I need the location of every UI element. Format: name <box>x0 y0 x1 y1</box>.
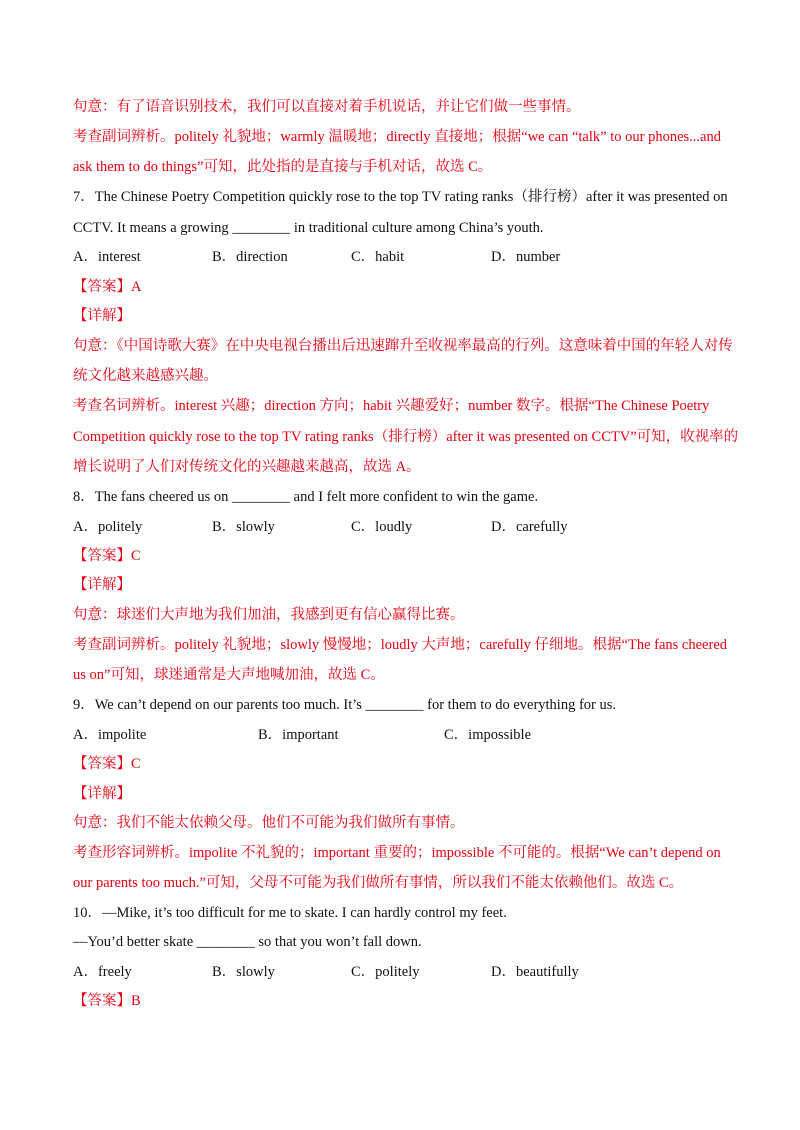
question-10-option-a: A．freely <box>73 964 132 980</box>
question-9-text: 9．We can’t depend on our parents too much. It’s ________ for them to do everything for us. <box>73 697 617 713</box>
question-10-text: —You’d better skate ________ so that you won’t fall down. <box>73 934 422 950</box>
question-10-option-c: C．politely <box>351 964 420 980</box>
question-9-explanation: our parents too much.”可知，父母不可能为我们做所有事情，所以我们不能太依赖他们。故选 C。 <box>73 875 684 891</box>
question-9-answer: 【答案】C <box>73 756 141 772</box>
question-7-explanation: 增长说明了人们对传统文化的兴趣越来越高，故选 A。 <box>73 459 421 475</box>
question-7-answer: 【答案】A <box>73 279 142 295</box>
explanation-line: ask them to do things”可知，此处指的是直接与手机对话，故选 C。 <box>73 159 493 175</box>
question-7-explanation: Competition quickly rose to the top TV rating ranks（排行榜）after it was presented on CCTV”可知，收视率的 <box>73 429 739 445</box>
question-7-detail-heading: 【详解】 <box>73 308 131 324</box>
question-7-option-a: A．interest <box>73 249 141 265</box>
question-8-option-a: A．politely <box>73 519 143 535</box>
question-10-answer: 【答案】B <box>73 993 141 1009</box>
question-9-option-b: B．important <box>258 727 339 743</box>
question-8-answer: 【答案】C <box>73 548 141 564</box>
question-8-detail-heading: 【详解】 <box>73 577 131 593</box>
question-9-detail-heading: 【详解】 <box>73 786 131 802</box>
question-7-option-d: D．number <box>491 249 561 265</box>
question-7-text: CCTV. It means a growing ________ in traditional culture among China’s youth. <box>73 220 544 236</box>
question-7-meaning: 统文化越来越感兴趣。 <box>73 368 218 384</box>
question-7-option-b: B．direction <box>212 249 288 265</box>
question-9-option-c: C．impossible <box>444 727 532 743</box>
question-7-text: 7．The Chinese Poetry Competition quickly rose to the top TV rating ranks（排行榜）after it was presented on <box>73 189 728 205</box>
question-7-explanation: 考查名词辨析。interest 兴趣；direction 方向；habit 兴趣爱好；number 数字。根据“The Chinese Poetry <box>73 398 710 414</box>
question-8-text: 8．The fans cheered us on ________ and I felt more confident to win the game. <box>73 489 539 505</box>
question-8-option-d: D．carefully <box>491 519 568 535</box>
question-8-option-c: C．loudly <box>351 519 413 535</box>
question-8-explanation: us on”可知，球迷通常是大声地喊加油，故选 C。 <box>73 667 385 683</box>
question-7-option-c: C．habit <box>351 249 405 265</box>
question-9-meaning: 句意：我们不能太依赖父母。他们不可能为我们做所有事情。 <box>73 815 465 831</box>
explanation-line: 考查副词辨析。politely 礼貌地；warmly 温暖地；directly 直接地；根据“we can “talk” to our phones...and <box>73 129 721 145</box>
question-8-option-b: B．slowly <box>212 519 275 535</box>
question-10-option-d: D．beautifully <box>491 964 579 980</box>
question-9-option-a: A．impolite <box>73 727 147 743</box>
question-8-explanation: 考查副词辨析。politely 礼貌地；slowly 慢慢地；loudly 大声地；carefully 仔细地。根据“The fans cheered <box>73 637 728 653</box>
question-10-option-b: B．slowly <box>212 964 275 980</box>
question-10-text: 10．—Mike, it’s too difficult for me to skate. I can hardly control my feet. <box>73 905 507 921</box>
meaning-line: 句意：有了语音识别技术，我们可以直接对着手机说话，并让它们做一些事情。 <box>73 99 581 115</box>
question-7-meaning: 句意：《中国诗歌大赛》在中央电视台播出后迅速蹿升至收视率最高的行列。这意味着中国的年轻人对传 <box>73 338 733 354</box>
question-9-explanation: 考查形容词辨析。impolite 不礼貌的；important 重要的；impossible 不可能的。根据“We can’t depend on <box>73 845 721 861</box>
question-8-meaning: 句意：球迷们大声地为我们加油，我感到更有信心赢得比赛。 <box>73 607 465 623</box>
